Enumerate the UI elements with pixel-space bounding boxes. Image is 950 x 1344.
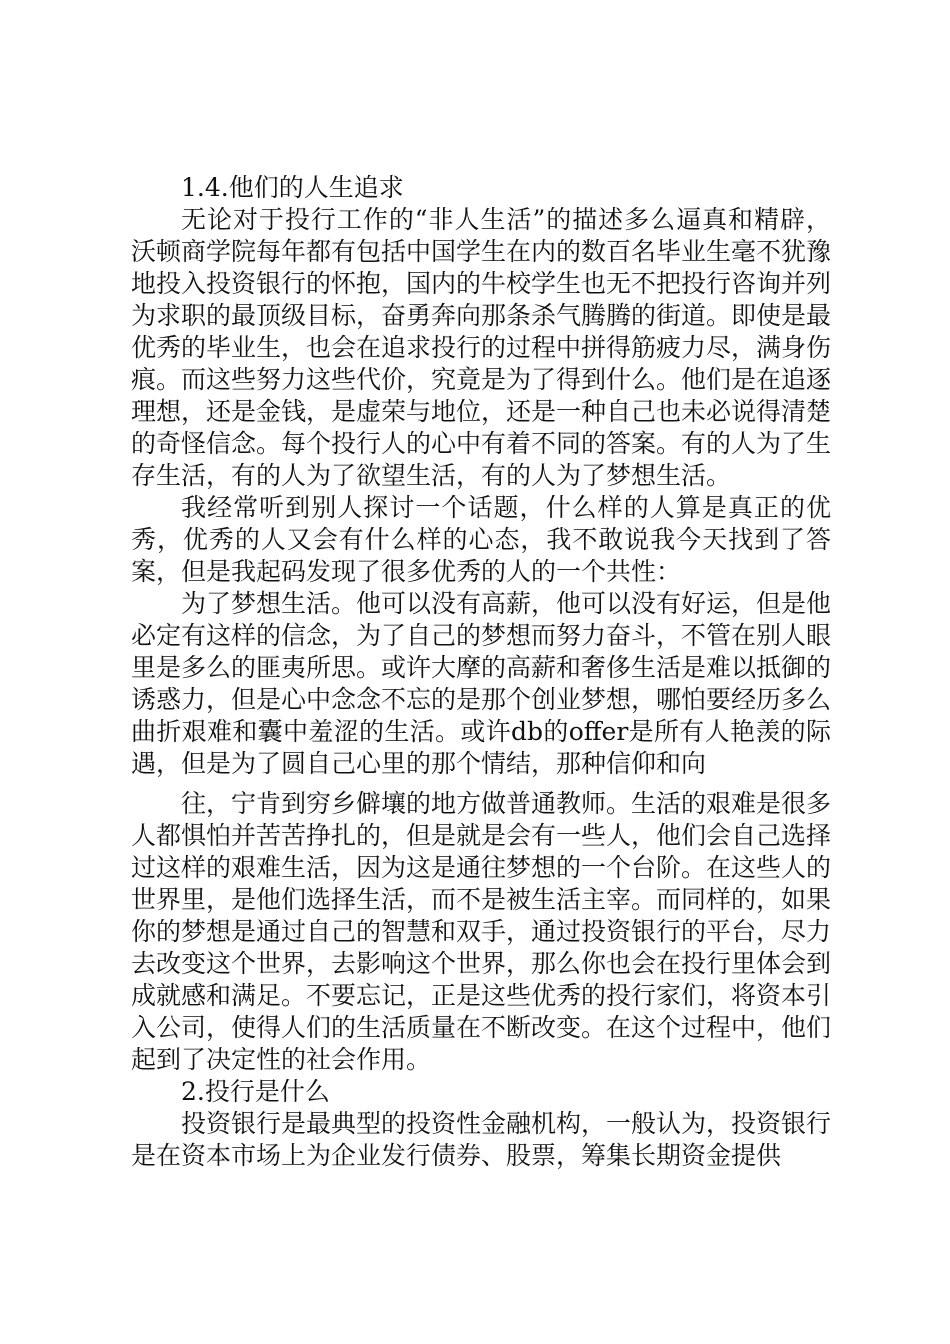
paragraph: 投资银行是最典型的投资性金融机构，一般认为，投资银行是在资本市场上为企业发行债券、股票，筹集长期资金提供 bbox=[131, 1109, 832, 1170]
paragraph: 为了梦想生活。他可以没有高薪，他可以没有好运，但是他必定有这样的信念，为了自己的梦想而努力奋斗，不管在别人眼里是多么的匪夷所思。或许大摩的高薪和奢侈生活是难以抵御的诱惑力，但是心中念念不忘的是那个创业梦想，哪怕要经历多么曲折艰难和囊中羞涩的生活。或许db的offer是所有人艳羡的际遇，但是为了圆自己心里的那个情结，那种信仰和向 bbox=[131, 589, 832, 778]
paragraph: 无论对于投行工作的“非人生活”的描述多么逼真和精辟，沃顿商学院每年都有包括中国学生在内的数百名毕业生毫不犹豫地投入投资银行的怀抱，国内的牛校学生也无不把投行咨询并列为求职的最顶级目标，奋勇奔向那条杀气腾腾的街道。即使是最优秀的毕业生，也会在追求投行的过程中拼得筋疲力尽，满身伤痕。而这些努力这些代价，究竟是为了得到什么。他们是在追逐理想，还是金钱，是虚荣与地位，还是一种自己也未必说得清楚的奇怪信念。每个投行人的心中有着不同的答案。有的人为了生存生活，有的人为了欲望生活，有的人为了梦想生活。 bbox=[131, 205, 832, 490]
section-heading-2: 2.投行是什么 bbox=[181, 1077, 330, 1106]
section-heading-1-4: 1.4.他们的人生追求 bbox=[181, 173, 404, 202]
document-body bbox=[131, 172, 831, 1172]
paragraph: 往，宁肯到穷乡僻壤的地方做普通教师。生活的艰难是很多人都惧怕并苦苦挣扎的，但是就是会有一些人，他们会自己选择过这样的艰难生活，因为这是通往梦想的一个台阶。在这些人的世界里，是他们选择生活，而不是被生活主宰。而同样的，如果你的梦想是通过自己的智慧和双手，通过投资银行的平台，尽力去改变这个世界，去影响这个世界，那么你也会在投行里体会到成就感和满足。不要忘记，正是这些优秀的投行家们，将资本引入公司，使得人们的生活质量在不断改变。在这个过程中，他们起到了决定性的社会作用。 bbox=[131, 789, 832, 1074]
paragraph: 我经常听到别人探讨一个话题，什么样的人算是真正的优秀，优秀的人又会有什么样的心态，我不敢说我今天找到了答案，但是我起码发现了很多优秀的人的一个共性： bbox=[131, 493, 831, 586]
